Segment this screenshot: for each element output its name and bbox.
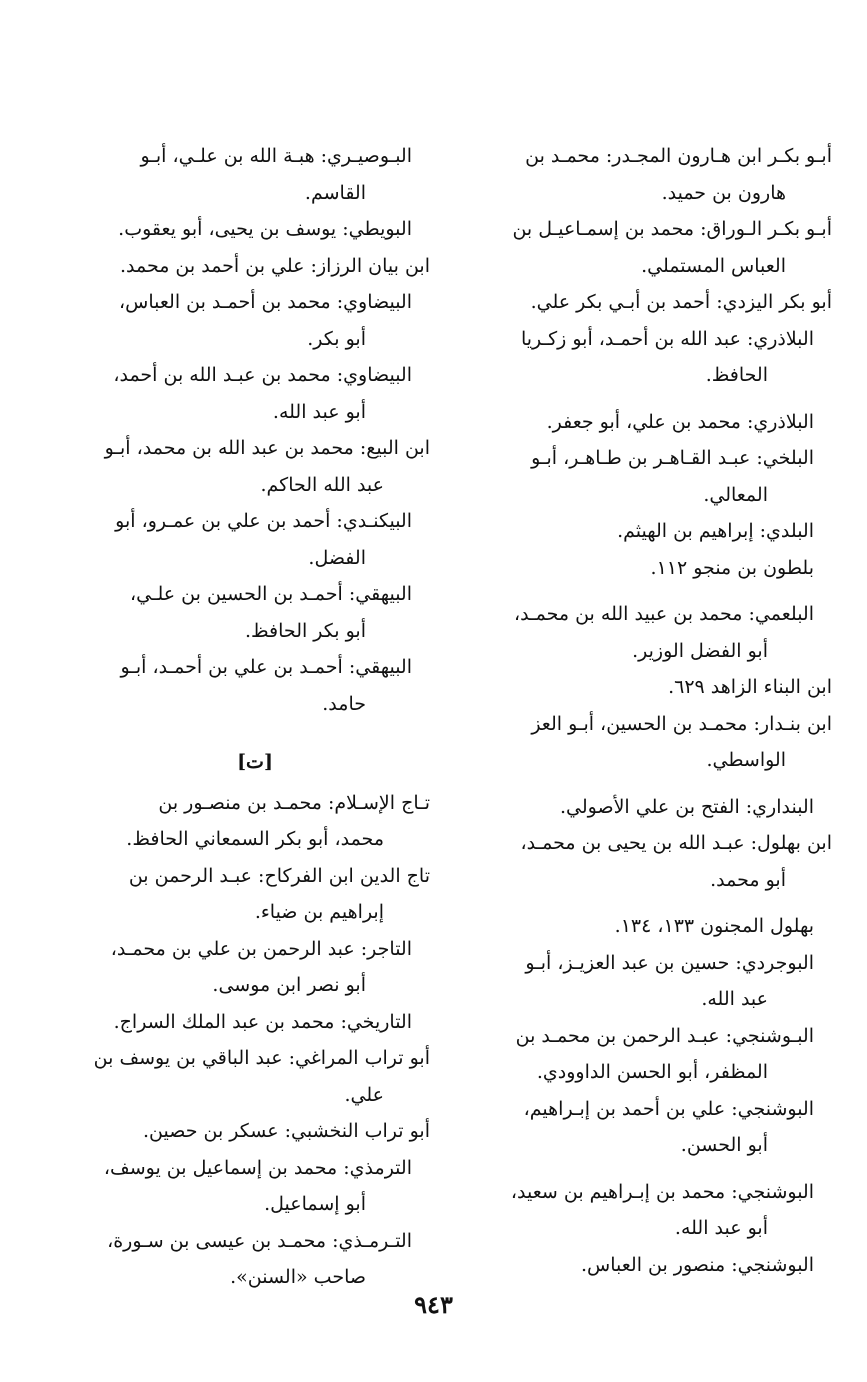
entry-text: البلدي: إبراهيم بن الهيثم. bbox=[617, 520, 814, 542]
entry-text: البلاذري: عبد الله بن أحمـد، أبو زكـريا bbox=[520, 327, 814, 350]
entry-gap bbox=[480, 586, 832, 596]
index-entry bbox=[480, 789, 832, 826]
entry-continuation: أبو محمد. bbox=[710, 868, 786, 891]
entry-text: البيكنـدي: أحمد بن علي بن عمـرو، أبو bbox=[115, 510, 412, 532]
entry-text: تـاج الإسـلام: محمـد بن منصـور بن bbox=[158, 791, 430, 814]
index-entry bbox=[80, 357, 430, 430]
entry-text: البلخي: عبـد القـاهـر بن طـاهـر، أبـو bbox=[531, 447, 814, 469]
index-entry bbox=[480, 550, 832, 587]
index-entry bbox=[480, 1174, 832, 1247]
entry-continuation: هارون بن حميد. bbox=[661, 181, 786, 204]
left-entries-t bbox=[80, 785, 430, 1296]
index-entry bbox=[480, 404, 832, 441]
entry-continuation: أبو إسماعيل. bbox=[264, 1193, 366, 1215]
entry-continuation: عبد الله الحاكم. bbox=[260, 473, 384, 496]
entry-text: الترمذي: محمد بن إسماعيل بن يوسف، bbox=[103, 1156, 412, 1179]
entry-text: البوجردي: حسين بن عبد العزيـز، أبـو bbox=[525, 951, 814, 974]
entry-continuation: أبو الحسن. bbox=[680, 1134, 768, 1156]
index-entry bbox=[80, 1223, 430, 1296]
index-entry bbox=[480, 908, 832, 945]
index-entry bbox=[480, 1018, 832, 1091]
entry-continuation: المعالي. bbox=[703, 483, 768, 506]
entry-continuation: الحافظ. bbox=[705, 364, 768, 386]
entry-gap bbox=[480, 394, 832, 404]
entry-text: التـرمـذي: محمـد بن عيسى بن سـورة، bbox=[107, 1229, 412, 1252]
entry-text: التاجر: عبد الرحمن بن علي بن محمـد، bbox=[110, 937, 412, 960]
entry-continuation: حامد. bbox=[322, 692, 366, 715]
index-entry bbox=[480, 1091, 832, 1164]
index-entry bbox=[80, 248, 430, 285]
index-entry bbox=[480, 138, 832, 211]
index-entry bbox=[480, 211, 832, 284]
index-entry bbox=[80, 1004, 430, 1041]
index-entry bbox=[480, 596, 832, 669]
page-number: ٩٤٣ bbox=[414, 1290, 453, 1319]
entry-continuation: محمد، أبو بكر السمعاني الحافظ. bbox=[126, 828, 384, 850]
index-entry bbox=[480, 513, 832, 550]
entry-text: البـوشنجي: عبـد الرحمن بن محمـد بن bbox=[515, 1024, 814, 1047]
entry-continuation: أبو الفضل الوزير. bbox=[632, 639, 768, 662]
entry-continuation: القاسم. bbox=[304, 181, 366, 204]
entry-text: أبو تراب المراغي: عبد الباقي بن يوسف بن bbox=[93, 1047, 430, 1069]
entry-text: البويطي: يوسف بن يحيى، أبو يعقوب. bbox=[118, 218, 412, 240]
index-entry bbox=[480, 706, 832, 779]
entry-text: بلطون بن منجو ١١٢. bbox=[650, 556, 814, 579]
entry-text: البـوصيـري: هبـة الله بن علـي، أبـو bbox=[140, 145, 412, 167]
left-entries-b bbox=[80, 138, 430, 722]
entry-text: ابن البناء الزاهد ٦٢٩. bbox=[668, 676, 832, 698]
entry-continuation: إبراهيم بن ضياء. bbox=[254, 901, 384, 923]
entry-continuation: أبو عبد الله. bbox=[674, 1217, 768, 1239]
entry-text: أبو بكر اليزدي: أحمد بن أبـي بكر علي. bbox=[530, 291, 832, 313]
entry-text: البيضاوي: محمد بن عبـد الله بن أحمد، bbox=[113, 364, 412, 386]
entry-gap bbox=[480, 898, 832, 908]
entry-text: بهلول المجنون ١٣٣، ١٣٤. bbox=[614, 915, 814, 937]
entry-continuation: أبو بكر. bbox=[307, 327, 366, 350]
section-heading: [ت] bbox=[237, 751, 273, 773]
entry-continuation: عبد الله. bbox=[701, 988, 768, 1010]
entry-continuation: الواسطي. bbox=[706, 749, 786, 771]
index-entry bbox=[480, 945, 832, 1018]
entry-text: البيهقي: أحمـد بن علي بن أحمـد، أبـو bbox=[120, 656, 412, 678]
index-entry bbox=[80, 284, 430, 357]
index-entry bbox=[80, 649, 430, 722]
entry-text: ابن بيان الرزاز: علي بن أحمد بن محمد. bbox=[119, 254, 430, 277]
index-entry bbox=[80, 576, 430, 649]
entry-text: البنداري: الفتح بن علي الأصولي. bbox=[559, 795, 814, 818]
index-entry bbox=[80, 858, 430, 931]
index-entry bbox=[80, 211, 430, 248]
index-entry bbox=[80, 785, 430, 858]
left-column bbox=[80, 138, 430, 1296]
entry-text: البيهقي: أحمـد بن الحسين بن علـي، bbox=[129, 583, 412, 605]
entry-text: أبـو بكـر الـوراق: محمد بن إسمـاعيـل بن bbox=[512, 218, 832, 240]
index-entry bbox=[80, 1113, 430, 1150]
entry-gap bbox=[480, 1164, 832, 1174]
index-entry bbox=[80, 430, 430, 503]
entry-text: البلعمي: محمد بن عبيد الله بن محمـد، bbox=[513, 603, 814, 625]
entry-text: أبو تراب النخشبي: عسكر بن حصين. bbox=[143, 1120, 430, 1142]
index-entry bbox=[480, 669, 832, 706]
index-entry bbox=[480, 284, 832, 321]
index-entry bbox=[80, 1150, 430, 1223]
entry-text: ابن بهلول: عبـد الله بن يحيى بن محمـد، bbox=[520, 832, 832, 854]
entry-continuation: الفضل. bbox=[308, 546, 366, 569]
entry-text: التاريخي: محمد بن عبد الملك السراج. bbox=[113, 1010, 412, 1033]
entry-text: البلاذري: محمد بن علي، أبو جعفر. bbox=[546, 410, 814, 433]
entry-continuation: أبو نصر ابن موسى. bbox=[212, 974, 366, 996]
right-column bbox=[480, 138, 832, 1283]
index-entry bbox=[480, 440, 832, 513]
entry-continuation: أبو عبد الله. bbox=[272, 400, 366, 423]
entry-text: تاج الدين ابن الفركاح: عبـد الرحمن بن bbox=[128, 864, 430, 887]
entry-text: ابن البيع: محمد بن عبد الله بن محمد، أبـو bbox=[104, 437, 430, 459]
index-entry bbox=[480, 1247, 832, 1284]
index-entry bbox=[480, 825, 832, 898]
entry-gap bbox=[480, 779, 832, 789]
entry-continuation: علي. bbox=[344, 1083, 384, 1106]
entry-text: البيضاوي: محمد بن أحمـد بن العباس، bbox=[119, 291, 412, 313]
index-entry bbox=[80, 1040, 430, 1113]
entry-continuation: المظفر، أبو الحسن الداوودي. bbox=[536, 1061, 768, 1083]
entry-continuation: أبو بكر الحافظ. bbox=[244, 619, 366, 642]
entry-continuation: صاحب «السنن». bbox=[230, 1266, 366, 1288]
entry-text: أبـو بكـر ابن هـارون المجـدر: محمـد بن bbox=[525, 145, 832, 167]
entry-text: ابن بنـدار: محمـد بن الحسين، أبـو العز bbox=[531, 712, 832, 735]
index-entry bbox=[80, 138, 430, 211]
entry-text: البوشنجي: علي بن أحمد بن إبـراهيم، bbox=[523, 1097, 814, 1120]
entry-text: البوشنجي: منصور بن العباس. bbox=[580, 1253, 814, 1276]
index-entry bbox=[80, 503, 430, 576]
index-entry bbox=[80, 931, 430, 1004]
entry-text: البوشنجي: محمد بن إبـراهيم بن سعيد، bbox=[510, 1180, 814, 1203]
entry-continuation: العباس المستملي. bbox=[641, 254, 786, 277]
index-entry bbox=[480, 321, 832, 394]
